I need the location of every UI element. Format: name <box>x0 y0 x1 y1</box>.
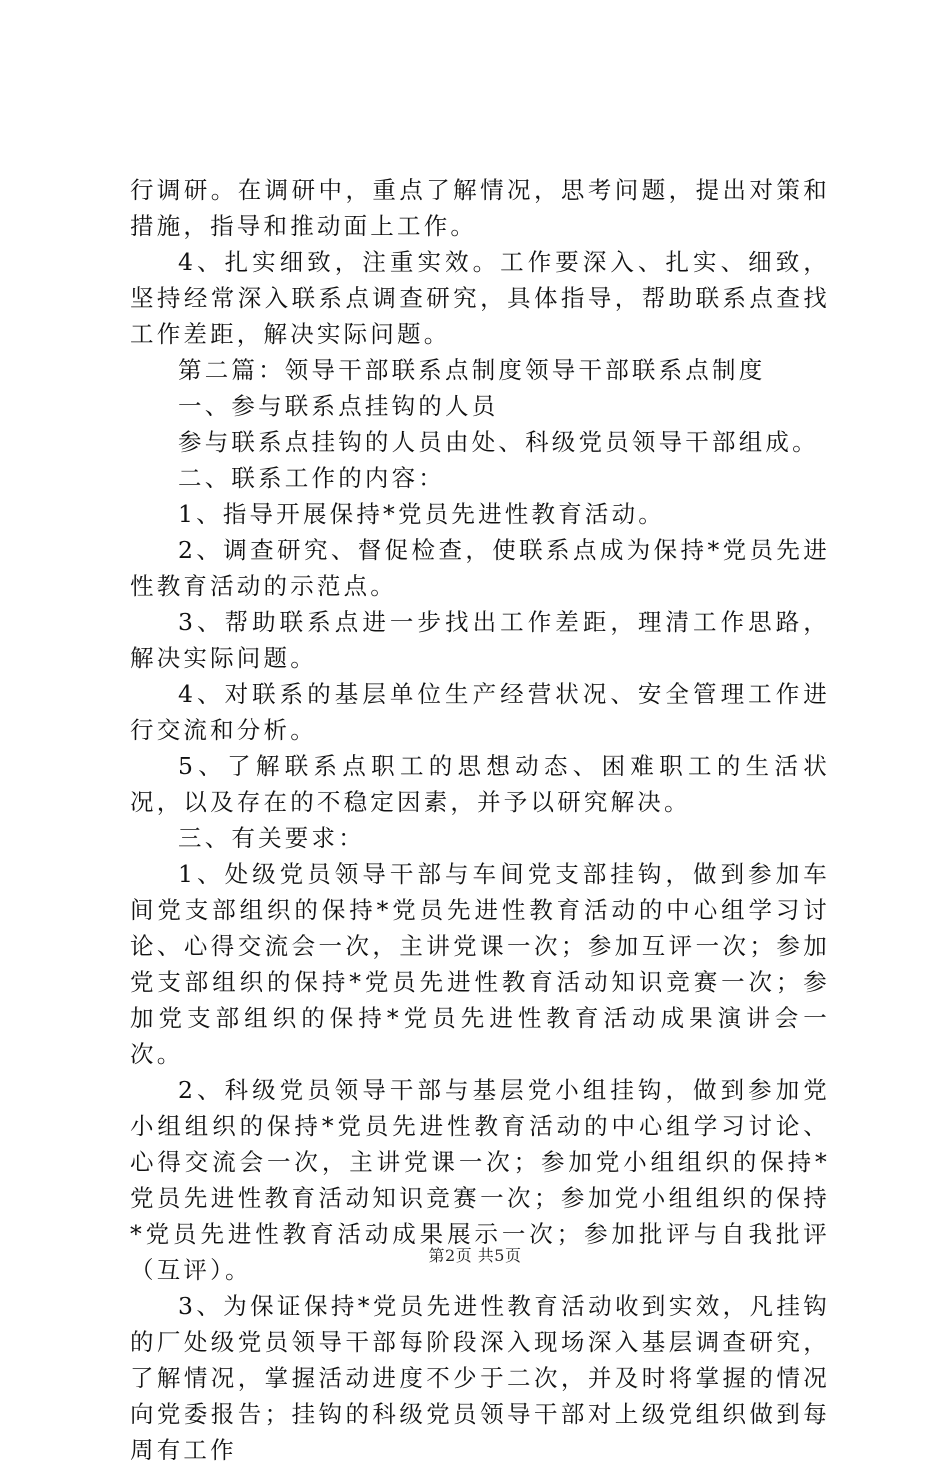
document-body <box>130 172 830 1468</box>
heading-requirements: 三、有关要求： <box>178 824 365 852</box>
list-item-content-1: 1、指导开展保持*党员先进性教育活动。 <box>178 500 666 528</box>
heading-participants: 一、参与联系点挂钩的人员 <box>178 392 499 420</box>
list-item-content-2: 2、调查研究、督促检查，使联系点成为保持*党员先进性教育活动的示范点。 <box>130 536 830 600</box>
section-heading-part-two: 第二篇：领导干部联系点制度领导干部联系点制度 <box>178 356 766 384</box>
list-item-requirement-3: 3、为保证保持*党员先进性教育活动收到实效，凡挂钩的厂处级党员领导干部每阶段深入现场深入基层调查研究，了解情况，掌握活动进度不少于二次，并及时将掌握的情况向党委报告；挂钩的科级党员领导干部对上级党组织做到每周有工作 <box>130 1292 830 1464</box>
heading-work-content: 二、联系工作的内容： <box>178 464 445 492</box>
list-item-requirement-1: 1、处级党员领导干部与车间党支部挂钩，做到参加车间党支部组织的保持*党员先进性教育活动的中心组学习讨论、心得交流会一次，主讲党课一次；参加互评一次；参加党支部组织的保持*党员先进性教育活动知识竞赛一次；参加党支部组织的保持*党员先进性教育活动成果演讲会一次。 <box>130 860 830 1068</box>
page-number-footer: 第2页 共5页 <box>428 1246 522 1265</box>
list-item-content-4: 4、对联系的基层单位生产经营状况、安全管理工作进行交流和分析。 <box>130 680 830 744</box>
paragraph-participants: 参与联系点挂钩的人员由处、科级党员领导干部组成。 <box>178 428 819 456</box>
list-item-content-5: 5、了解联系点职工的思想动态、困难职工的生活状况，以及存在的不稳定因素，并予以研究解决。 <box>130 752 830 816</box>
paragraph-2: 4、扎实细致，注重实效。工作要深入、扎实、细致，坚持经常深入联系点调查研究，具体指导，帮助联系点查找工作差距，解决实际问题。 <box>130 248 830 348</box>
paragraph-1: 行调研。在调研中，重点了解情况，思考问题，提出对策和措施，指导和推动面上工作。 <box>130 176 830 240</box>
list-item-content-3: 3、帮助联系点进一步找出工作差距，理清工作思路，解决实际问题。 <box>130 608 830 672</box>
list-item-requirement-2: 2、科级党员领导干部与基层党小组挂钩，做到参加党小组组织的保持*党员先进性教育活动的中心组学习讨论、心得交流会一次，主讲党课一次；参加党小组组织的保持*党员先进性教育活动知识竞赛一次；参加党小组组织的保持*党员先进性教育活动成果展示一次；参加批评与自我批评（互评）。 <box>130 1076 830 1284</box>
